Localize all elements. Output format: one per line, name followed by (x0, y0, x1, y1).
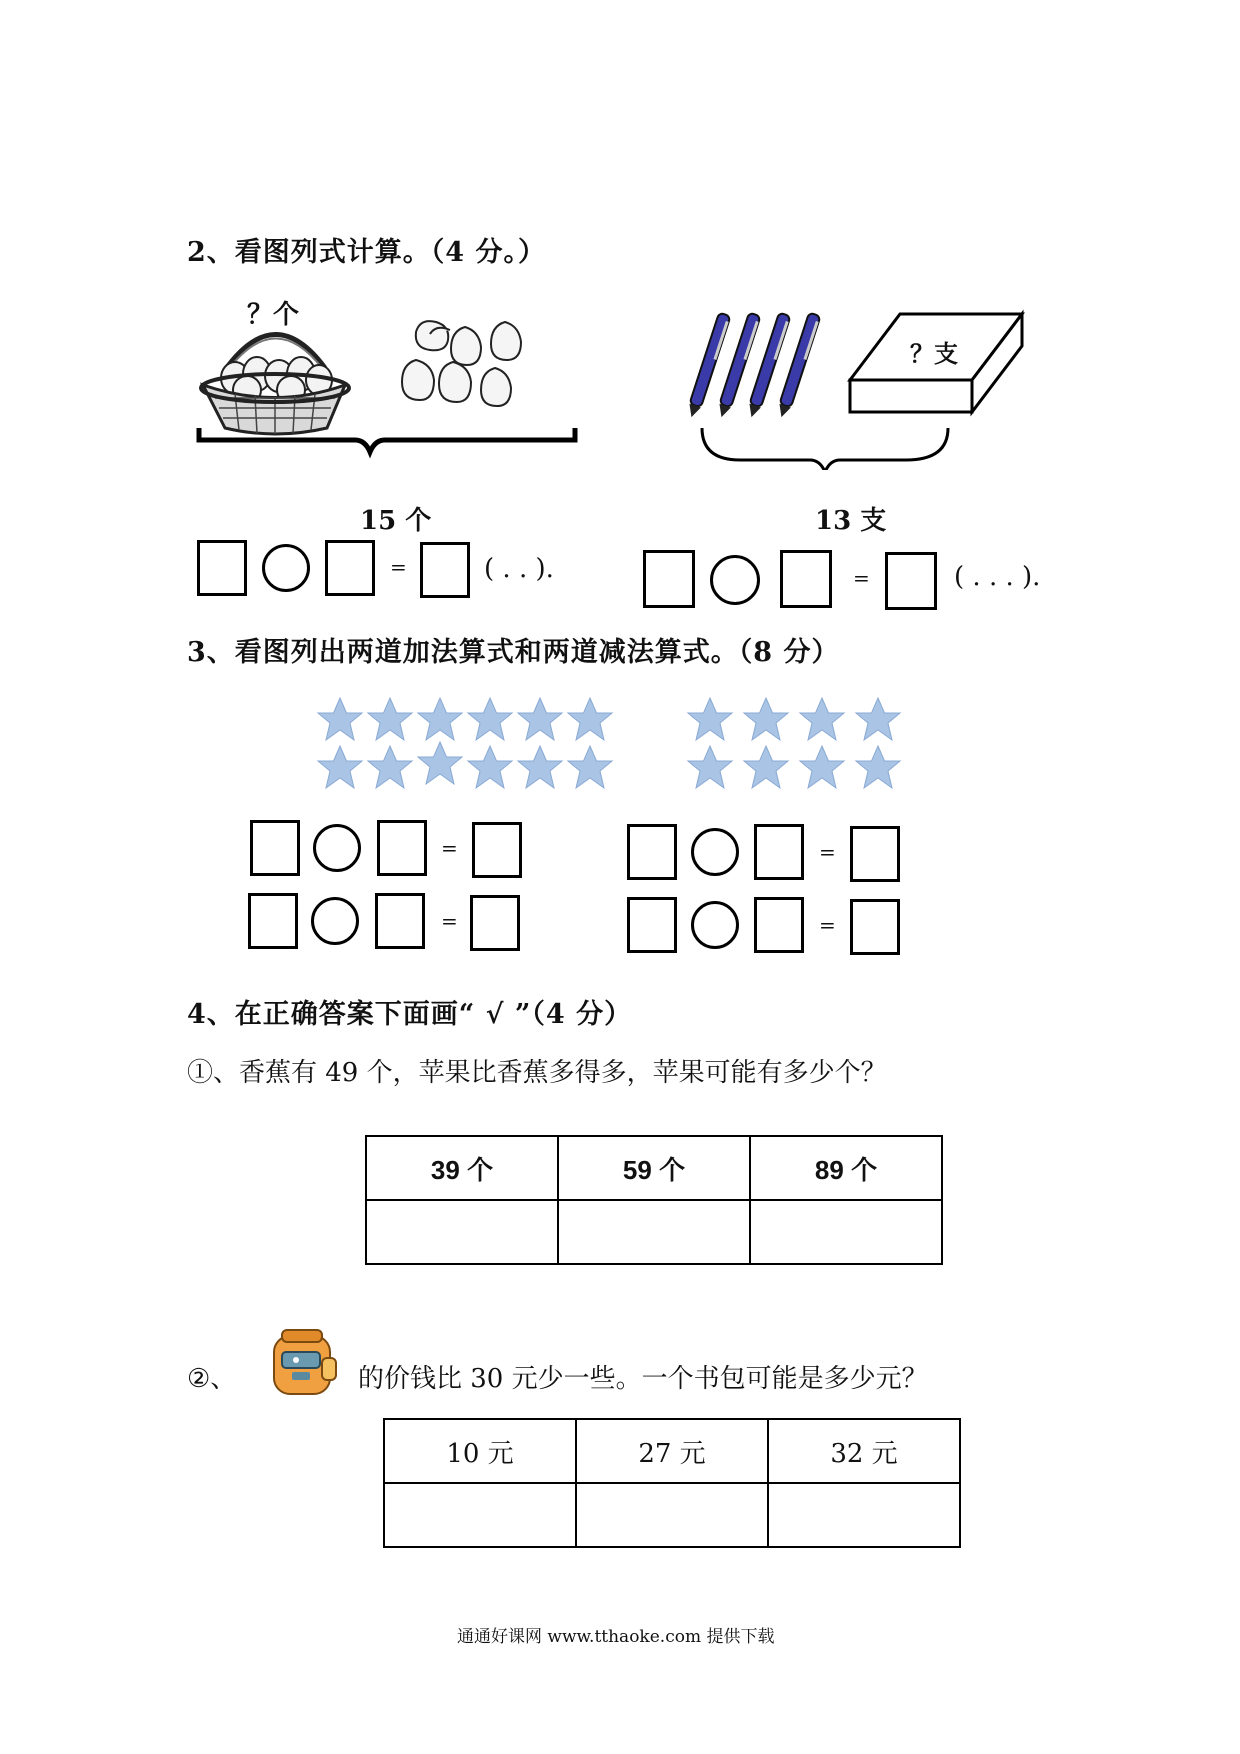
q3-eq3-box-2[interactable] (754, 824, 804, 880)
page-footer: 通通好课网 www.tthaoke.com 提供下载 (457, 1627, 775, 1647)
q4-item2-option-1: 10 元 (384, 1419, 576, 1483)
q2-right-equals: = (853, 566, 870, 590)
q2-left-unit-paren[interactable]: ( . . ). (484, 554, 554, 584)
q2-left-box-1[interactable] (197, 540, 247, 596)
q4-item1-option-1: 39 个 (366, 1136, 558, 1200)
q4-item1-option-3: 89 个 (750, 1136, 942, 1200)
q4-item2-check-cell-3[interactable] (768, 1483, 960, 1547)
q3-eq3-box-1[interactable] (627, 824, 677, 880)
q4-item2-check-cell-2[interactable] (576, 1483, 768, 1547)
q2-right-illustration (660, 300, 1040, 470)
q4-item1-check-cell-2[interactable] (558, 1200, 750, 1264)
q4-item1-answer-table (365, 1135, 943, 1265)
q4-item2-answer-table (383, 1418, 961, 1548)
q4-item2-question: 的价钱比 30 元少一些。一个书包可能是多少元？ (358, 1364, 928, 1394)
q4-item1-question: ①、香蕉有 49 个，苹果比香蕉多得多，苹果可能有多少个？ (187, 1058, 887, 1088)
q4-item1-check-cell-1[interactable] (366, 1200, 558, 1264)
q3-eq3-result[interactable] (850, 826, 900, 882)
q3-eq2-box-2[interactable] (375, 893, 425, 949)
q4-item2-check-cell-1[interactable] (384, 1483, 576, 1547)
q2-right-box-2[interactable] (780, 550, 832, 608)
q3-eq1-box-1[interactable] (250, 820, 300, 876)
star-group-right (688, 698, 900, 788)
q2-left-operator-circle[interactable] (262, 544, 310, 592)
q2-left-result-box[interactable] (420, 542, 470, 598)
q3-eq4-result[interactable] (850, 899, 900, 955)
q3-stars (310, 690, 950, 800)
q2-left-equals: = (390, 555, 407, 579)
q2-left-total-label: 15 个 (360, 506, 432, 536)
q3-eq4-equals: = (819, 913, 836, 937)
q3-eq1-equals: = (441, 836, 458, 860)
q3-eq1-box-2[interactable] (377, 820, 427, 876)
q2-left-illustration (195, 290, 585, 460)
q3-eq1-operator[interactable] (313, 824, 361, 872)
q2-right-operator-circle[interactable] (710, 555, 760, 605)
q3-eq4-box-2[interactable] (754, 897, 804, 953)
q2-heading: 2、看图列式计算。（4 分。） (187, 237, 546, 268)
star-group-left (318, 698, 612, 788)
school-bag-icon (266, 1328, 342, 1400)
q4-item1-option-2: 59 个 (558, 1136, 750, 1200)
q3-eq2-result[interactable] (470, 895, 520, 951)
q2-left-box-2[interactable] (325, 540, 375, 596)
q3-eq2-operator[interactable] (311, 897, 359, 945)
q2-right-total-label: 13 支 (815, 506, 887, 536)
q4-heading: 4、在正确答案下面画“ √ ”（4 分） (187, 999, 633, 1030)
q4-item2-prefix: ②、 (187, 1364, 237, 1394)
q2-right-box-1[interactable] (643, 550, 695, 608)
q2-right-box-label: ？支 (910, 339, 958, 368)
q4-item2-option-3: 32 元 (768, 1419, 960, 1483)
q3-eq3-operator[interactable] (691, 828, 739, 876)
q3-eq2-equals: = (441, 909, 458, 933)
q2-right-unit-paren[interactable]: ( . . . ). (954, 562, 1041, 592)
q3-eq1-result[interactable] (472, 822, 522, 878)
basket-of-pears-icon (195, 290, 585, 460)
q3-eq4-box-1[interactable] (627, 897, 677, 953)
q3-eq3-equals: = (819, 840, 836, 864)
q4-item1-check-cell-3[interactable] (750, 1200, 942, 1264)
pens-and-box-icon (660, 300, 1040, 470)
q3-heading: 3、看图列出两道加法算式和两道减法算式。（8 分） (187, 637, 840, 668)
q2-left-top-label: ？个 (247, 300, 300, 330)
q3-eq4-operator[interactable] (691, 901, 739, 949)
q2-right-result-box[interactable] (885, 552, 937, 610)
q4-item2-option-2: 27 元 (576, 1419, 768, 1483)
q3-eq2-box-1[interactable] (248, 893, 298, 949)
